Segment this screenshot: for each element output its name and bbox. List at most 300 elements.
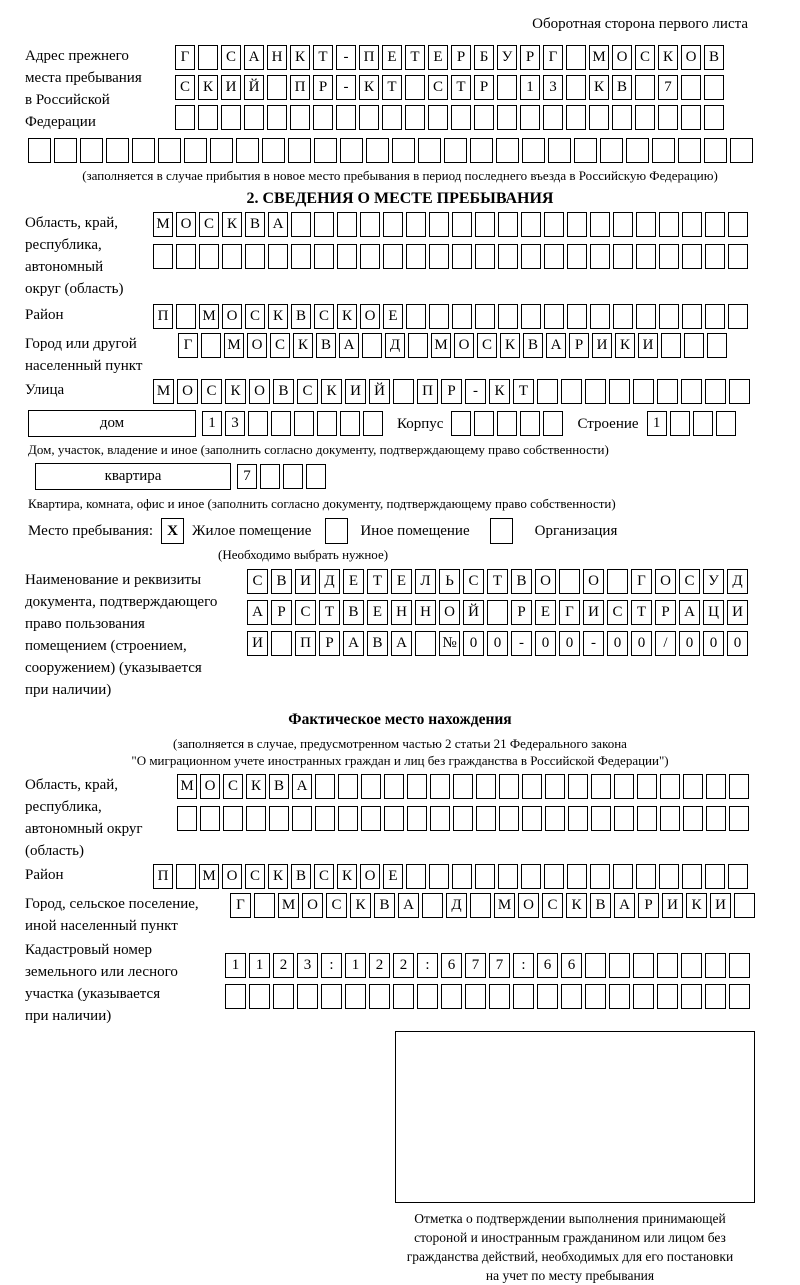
char-box [591, 806, 611, 831]
city-row[interactable] [178, 333, 727, 358]
char-box: К [686, 893, 707, 918]
char-box [28, 138, 51, 163]
char-box: Ь [439, 569, 460, 594]
char-box [297, 984, 318, 1009]
char-box [393, 984, 414, 1009]
char-box [607, 569, 628, 594]
char-box [612, 105, 632, 130]
char-box [475, 304, 495, 329]
char-box [489, 984, 510, 1009]
char-box [633, 953, 654, 978]
char-box [681, 379, 702, 404]
char-box [268, 244, 288, 269]
document-label: Наименование и реквизиты документа, подтверждающего право пользования помещением (строением, сооружением) (указывается при наличии) [25, 572, 218, 698]
char-box: И [247, 631, 268, 656]
confirmation-stamp-area [395, 1031, 755, 1203]
char-box [561, 984, 582, 1009]
char-box [537, 379, 558, 404]
char-box [405, 105, 425, 130]
char-box [657, 379, 678, 404]
char-box [429, 244, 449, 269]
char-box [451, 411, 471, 436]
char-box [658, 105, 678, 130]
char-box [337, 212, 357, 237]
char-box [566, 105, 586, 130]
char-box [225, 984, 246, 1009]
char-box [730, 138, 753, 163]
char-box [635, 105, 655, 130]
char-box: В [704, 45, 724, 70]
char-box [340, 411, 360, 436]
actual-city-row[interactable] [230, 893, 755, 918]
char-box [589, 105, 609, 130]
char-box [704, 75, 724, 100]
char-box [521, 304, 541, 329]
char-box [683, 806, 703, 831]
char-box: - [465, 379, 486, 404]
char-box: 1 [249, 953, 270, 978]
char-box: 1 [345, 953, 366, 978]
char-box [682, 244, 702, 269]
char-box [428, 105, 448, 130]
char-box [613, 864, 633, 889]
cadastre-row-1[interactable] [225, 953, 750, 978]
char-box: Е [343, 569, 364, 594]
actual-location-caption-2: "О миграционном учете иностранных граждан и лиц без гражданства в Российской Федерации") [131, 753, 669, 768]
char-box [567, 244, 587, 269]
char-box [321, 984, 342, 1009]
char-box: М [589, 45, 609, 70]
char-box [260, 464, 280, 489]
page-header-note: Оборотная сторона первого листа [532, 16, 748, 32]
char-box [361, 774, 381, 799]
char-box [406, 864, 426, 889]
char-box: И [345, 379, 366, 404]
char-box [678, 138, 701, 163]
char-box [338, 774, 358, 799]
char-box [392, 138, 415, 163]
char-box: К [225, 379, 246, 404]
char-box: И [662, 893, 683, 918]
char-box [369, 984, 390, 1009]
char-box: Й [369, 379, 390, 404]
char-box [476, 806, 496, 831]
char-box [513, 984, 534, 1009]
city-label: Город или другой населенный пункт [25, 336, 143, 374]
char-box [522, 774, 542, 799]
char-box [636, 212, 656, 237]
char-box [568, 806, 588, 831]
actual-region-row-2[interactable] [177, 806, 749, 831]
char-box: В [245, 212, 265, 237]
char-box [271, 631, 292, 656]
char-box [291, 244, 311, 269]
char-box [659, 864, 679, 889]
char-box: О [247, 333, 267, 358]
char-box [521, 244, 541, 269]
char-box [451, 105, 471, 130]
char-box: Р [511, 600, 532, 625]
house-caption: Дом, участок, владение и иное (заполнить согласно документу, подтверждающему право собственности) [28, 442, 609, 457]
char-box: 2 [273, 953, 294, 978]
char-box: К [489, 379, 510, 404]
char-box: 1 [202, 411, 222, 436]
char-box [288, 138, 311, 163]
actual-location-caption-1: (заполняется в случае, предусмотренном частью 2 статьи 21 Федерального закона [173, 736, 627, 751]
char-box [498, 212, 518, 237]
char-box: А [292, 774, 312, 799]
char-box [291, 212, 311, 237]
char-box [184, 138, 207, 163]
char-box [729, 806, 749, 831]
char-box [567, 212, 587, 237]
char-box: К [321, 379, 342, 404]
char-box [705, 379, 726, 404]
char-box [292, 806, 312, 831]
char-box [497, 105, 517, 130]
district-label: Район [25, 307, 64, 323]
district-row[interactable] [153, 304, 748, 329]
char-box: Р [313, 75, 333, 100]
house-number-row[interactable] [202, 411, 383, 436]
char-box: Н [267, 45, 287, 70]
char-box: 0 [607, 631, 628, 656]
char-box [132, 138, 155, 163]
char-box [236, 138, 259, 163]
char-box: Г [175, 45, 195, 70]
char-box [499, 774, 519, 799]
char-box: В [590, 893, 611, 918]
actual-city-label: Город, сельское поселение, иной населенный пункт [25, 896, 199, 934]
char-box [728, 244, 748, 269]
char-box: Е [428, 45, 448, 70]
char-box [600, 138, 623, 163]
char-box: 7 [489, 953, 510, 978]
char-box [520, 105, 540, 130]
char-box [221, 105, 241, 130]
char-box [590, 864, 610, 889]
char-box [681, 953, 702, 978]
street-block [25, 379, 800, 404]
char-box: С [314, 304, 334, 329]
char-box [706, 774, 726, 799]
char-box: С [428, 75, 448, 100]
prev-address-row-3[interactable] [175, 105, 724, 130]
prev-address-row-2[interactable] [175, 75, 724, 100]
char-box [273, 984, 294, 1009]
char-box [613, 244, 633, 269]
char-box [199, 244, 219, 269]
actual-region-row-1[interactable] [177, 774, 749, 799]
char-box [430, 806, 450, 831]
char-box: К [589, 75, 609, 100]
char-box [106, 138, 129, 163]
char-box: М [153, 212, 173, 237]
char-box [499, 806, 519, 831]
char-box [246, 806, 266, 831]
char-box: 3 [225, 411, 245, 436]
char-box: Р [655, 600, 676, 625]
char-box: К [566, 893, 587, 918]
char-box [684, 333, 704, 358]
char-box [314, 212, 334, 237]
char-box [683, 774, 703, 799]
char-box: И [592, 333, 612, 358]
char-box [422, 893, 443, 918]
char-box [383, 244, 403, 269]
char-box: 7 [465, 953, 486, 978]
char-box: И [727, 600, 748, 625]
char-box [429, 212, 449, 237]
char-box: И [295, 569, 316, 594]
char-box: Л [415, 569, 436, 594]
cadastre-row-2[interactable] [225, 984, 750, 1009]
char-box: Н [391, 600, 412, 625]
prev-address-row-1[interactable] [175, 45, 724, 70]
char-box: Т [319, 600, 340, 625]
char-box [521, 212, 541, 237]
char-box: Г [631, 569, 652, 594]
char-box [707, 333, 727, 358]
char-box [267, 75, 287, 100]
char-box: - [583, 631, 604, 656]
char-box [544, 864, 564, 889]
char-box: Е [382, 45, 402, 70]
char-box: С [245, 304, 265, 329]
apartment-type-box[interactable]: квартира [35, 463, 231, 490]
char-box [559, 569, 580, 594]
stamp-caption: Отметка о подтверждении выполнения принимающей стороной и иностранным гражданином или лицом без гражданства действий, необходимых для его постановки на учет по месту пребывания [406, 1211, 734, 1283]
char-box: Г [178, 333, 198, 358]
char-box: О [360, 864, 380, 889]
char-box [659, 304, 679, 329]
char-box [537, 984, 558, 1009]
char-box [314, 244, 334, 269]
char-box: 0 [679, 631, 700, 656]
char-box [716, 411, 736, 436]
other-premise-label: Иное помещение [360, 523, 470, 539]
char-box [585, 379, 606, 404]
char-box: В [612, 75, 632, 100]
region-label: Область, край, республика, автономный округ (область) [25, 215, 124, 297]
char-box: А [247, 600, 268, 625]
char-box [340, 138, 363, 163]
char-box: : [417, 953, 438, 978]
char-box: Т [451, 75, 471, 100]
char-box: - [336, 75, 356, 100]
char-box: 7 [237, 464, 257, 489]
char-box [681, 105, 701, 130]
char-box [498, 864, 518, 889]
char-box [705, 864, 725, 889]
char-box [470, 893, 491, 918]
char-box: Т [382, 75, 402, 100]
char-box: С [607, 600, 628, 625]
char-box [609, 953, 630, 978]
char-box [728, 864, 748, 889]
char-box [497, 75, 517, 100]
stroenie-label: Строение [577, 415, 639, 432]
char-box: Г [543, 45, 563, 70]
char-box: Е [383, 304, 403, 329]
char-box [637, 774, 657, 799]
char-box: 3 [297, 953, 318, 978]
char-box [176, 304, 196, 329]
char-box: А [244, 45, 264, 70]
korpus-label: Корпус [397, 415, 444, 432]
char-box: Г [559, 600, 580, 625]
char-box [544, 212, 564, 237]
char-box [670, 411, 690, 436]
street-row[interactable] [153, 379, 750, 404]
district-block [25, 304, 800, 329]
char-box [248, 411, 268, 436]
char-box [609, 379, 630, 404]
char-box [728, 212, 748, 237]
document-row-2[interactable] [247, 600, 748, 625]
actual-region-block [25, 774, 800, 862]
char-box: № [439, 631, 460, 656]
char-box: 3 [543, 75, 563, 100]
char-box [613, 212, 633, 237]
char-box [470, 138, 493, 163]
char-box: С [679, 569, 700, 594]
document-row-1[interactable] [247, 569, 748, 594]
char-box [200, 806, 220, 831]
char-box [453, 806, 473, 831]
char-box [338, 806, 358, 831]
residential-checkbox[interactable]: X [161, 518, 184, 544]
char-box [652, 138, 675, 163]
char-box: В [343, 600, 364, 625]
char-box: О [518, 893, 539, 918]
char-box: И [710, 893, 731, 918]
char-box: В [367, 631, 388, 656]
actual-district-row[interactable] [153, 864, 748, 889]
char-box [306, 464, 326, 489]
char-box [271, 411, 291, 436]
char-box [452, 244, 472, 269]
char-box: Н [415, 600, 436, 625]
char-box [545, 774, 565, 799]
char-box: 6 [441, 953, 462, 978]
char-box [406, 212, 426, 237]
char-box [429, 864, 449, 889]
char-box: К [246, 774, 266, 799]
char-box: Д [385, 333, 405, 358]
char-box: О [454, 333, 474, 358]
char-box [475, 244, 495, 269]
char-box: О [249, 379, 270, 404]
char-box: М [177, 774, 197, 799]
char-box: С [199, 212, 219, 237]
char-box [366, 138, 389, 163]
char-box: Т [487, 569, 508, 594]
char-box [497, 411, 517, 436]
actual-location-title: Фактическое место нахождения [288, 711, 512, 728]
char-box: К [615, 333, 635, 358]
apartment-number-row[interactable] [237, 464, 326, 489]
char-box [198, 105, 218, 130]
char-box: 2 [393, 953, 414, 978]
char-box [198, 45, 218, 70]
char-box [453, 774, 473, 799]
korpus-row[interactable] [451, 411, 563, 436]
char-box: С [326, 893, 347, 918]
char-box: С [270, 333, 290, 358]
char-box: К [500, 333, 520, 358]
char-box: А [614, 893, 635, 918]
char-box [345, 984, 366, 1009]
organization-label: Организация [534, 523, 618, 539]
other-premise-checkbox[interactable] [325, 518, 348, 544]
char-box: В [316, 333, 336, 358]
char-box: М [278, 893, 299, 918]
char-box [418, 138, 441, 163]
region-row-2[interactable] [153, 244, 748, 269]
organization-checkbox[interactable] [490, 518, 513, 544]
char-box: О [222, 864, 242, 889]
char-box [315, 806, 335, 831]
char-box: В [269, 774, 289, 799]
char-box [660, 806, 680, 831]
char-box: К [658, 45, 678, 70]
char-box [545, 806, 565, 831]
char-box [254, 893, 275, 918]
char-box: А [546, 333, 566, 358]
char-box [405, 75, 425, 100]
prev-address-label: Адрес прежнего места пребывания в Российской Федерации [25, 48, 142, 130]
char-box: В [511, 569, 532, 594]
char-box [729, 953, 750, 978]
char-box [543, 411, 563, 436]
char-box: С [245, 864, 265, 889]
apartment-block [35, 463, 800, 490]
char-box: М [199, 864, 219, 889]
char-box: В [291, 304, 311, 329]
char-box [361, 806, 381, 831]
char-box [633, 379, 654, 404]
house-type-box[interactable]: дом [28, 410, 196, 437]
region-row-1[interactable] [153, 212, 748, 237]
document-row-3[interactable] [247, 631, 748, 656]
char-box: О [360, 304, 380, 329]
char-box [283, 464, 303, 489]
char-box: 0 [631, 631, 652, 656]
char-box: О [681, 45, 701, 70]
char-box: Т [313, 45, 333, 70]
char-box [210, 138, 233, 163]
char-box: С [221, 45, 241, 70]
char-box: Р [451, 45, 471, 70]
char-box [498, 304, 518, 329]
char-box: О [612, 45, 632, 70]
char-box: Р [441, 379, 462, 404]
char-box [681, 984, 702, 1009]
prev-address-block [25, 45, 800, 133]
char-box [176, 864, 196, 889]
char-box: Й [244, 75, 264, 100]
char-box: К [337, 304, 357, 329]
prev-address-row-4[interactable] [28, 138, 800, 163]
char-box [590, 304, 610, 329]
char-box [705, 212, 725, 237]
char-box [544, 304, 564, 329]
stroenie-row[interactable] [647, 411, 736, 436]
char-box [681, 75, 701, 100]
char-box: О [655, 569, 676, 594]
char-box [314, 138, 337, 163]
